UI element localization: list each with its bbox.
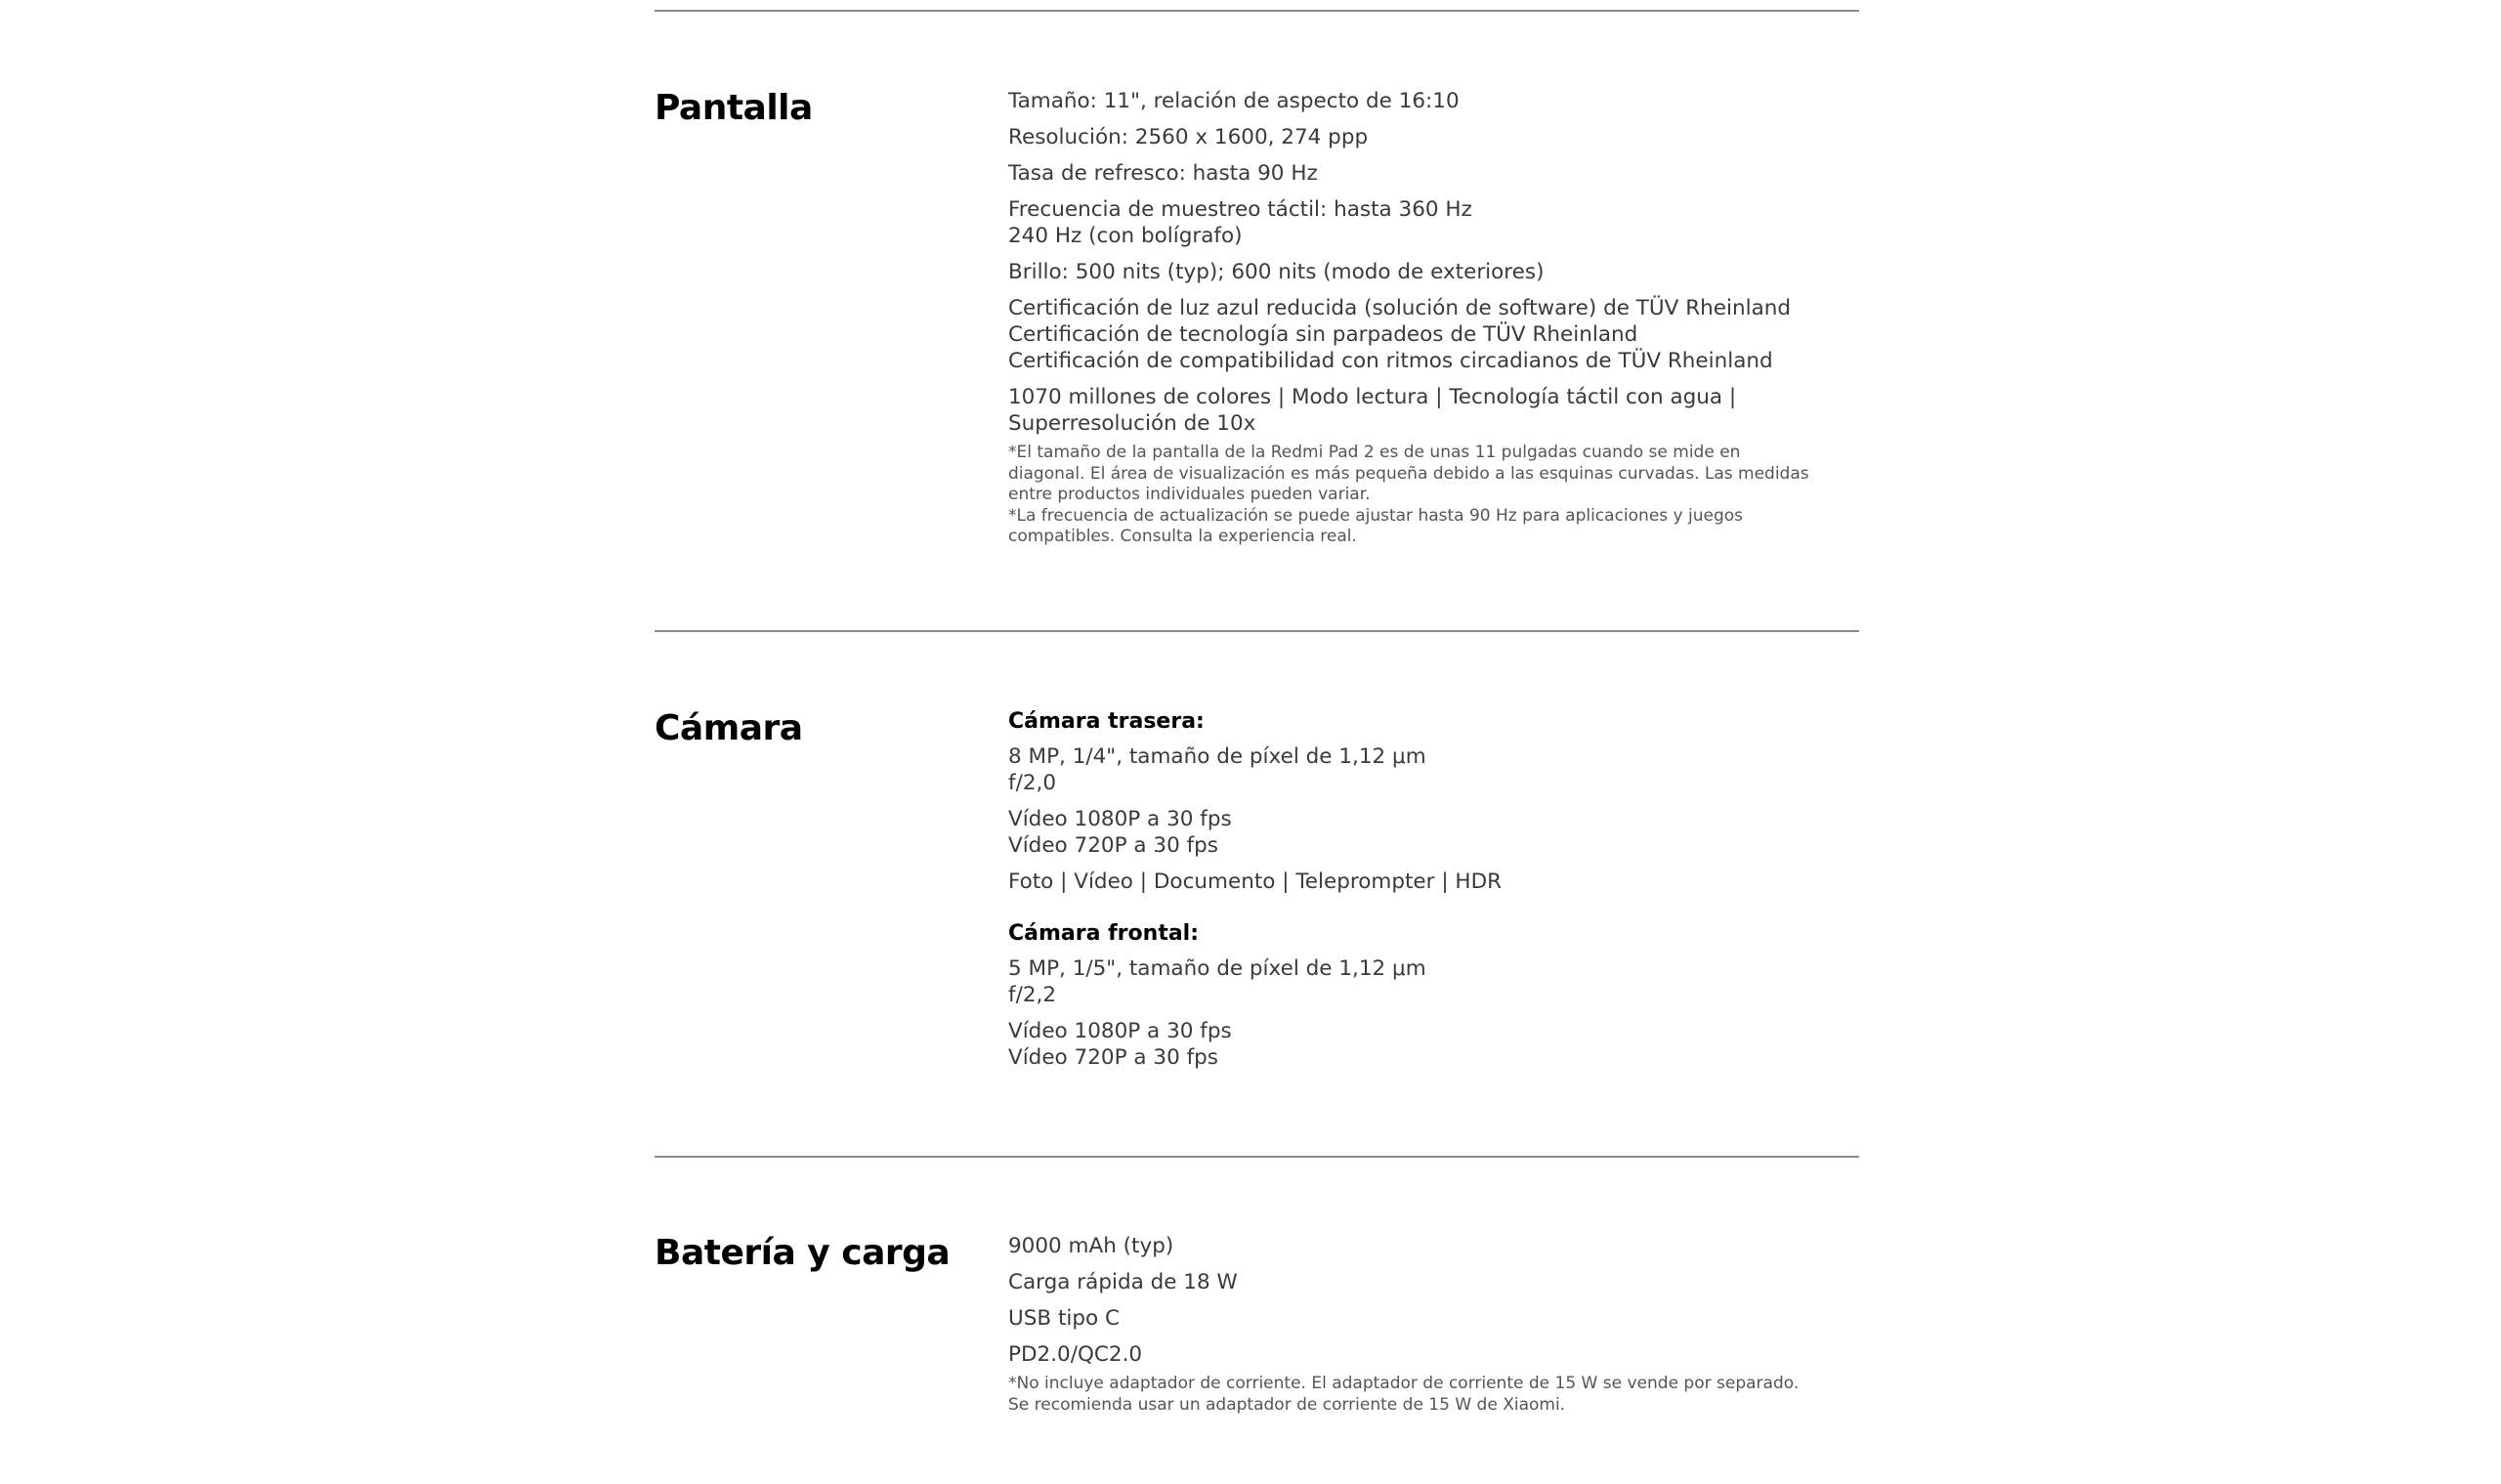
spec-line: Certificación de tecnología sin parpadeos de TÜV Rheinland [1008,322,1638,347]
spec-list-camara [1008,708,1819,1081]
section-divider [655,630,1859,632]
spec-line: Vídeo 720P a 30 fps [1008,833,1218,858]
spec-item [1008,743,1819,796]
spec-line: 240 Hz (con bolígrafo) [1008,224,1243,248]
spec-item [1008,806,1819,859]
spec-line: f/2,0 [1008,771,1057,795]
spec-item [1008,1233,1819,1259]
spec-line: Certificación de compatibilidad con ritmos circadianos de TÜV Rheinland [1008,349,1773,373]
section-divider [655,1156,1859,1158]
spec-item [1008,160,1819,187]
spec-line: Frecuencia de muestreo táctil: hasta 360 Hz [1008,197,1472,222]
footnote: *No incluye adaptador de corriente. El adaptador de corriente de 15 W se vende por separado. Se recomienda usar un adaptador de corriente de 15 W de Xiaomi. [1008,1374,1800,1415]
rear-camera-heading: Cámara trasera: [1008,709,1205,734]
spec-line: PD2.0/QC2.0 [1008,1342,1143,1367]
spec-item [1008,295,1819,374]
spec-line: Foto | Vídeo | Documento | Teleprompter | HDR [1008,869,1503,894]
spec-item [1008,1305,1819,1332]
spec-line: Certificación de luz azul reducida (solución de software) de TÜV Rheinland [1008,296,1792,320]
section-title-bateria: Batería y carga [655,1233,951,1273]
spec-line: Vídeo 720P a 30 fps [1008,1045,1218,1070]
spec-line: Resolución: 2560 x 1600, 274 ppp [1008,125,1369,149]
spec-line: Vídeo 1080P a 30 fps [1008,807,1232,831]
spec-line: f/2,2 [1008,983,1057,1007]
front-camera-heading: Cámara frontal: [1008,921,1200,946]
spacer [1008,905,1819,920]
spec-item [1008,259,1819,285]
spec-line: Superresolución de 10x [1008,411,1256,436]
spec-line: Vídeo 1080P a 30 fps [1008,1019,1232,1043]
spec-item [1008,88,1819,114]
spec-line: 1070 millones de colores | Modo lectura | Tecnología táctil con agua | [1008,385,1737,409]
spec-line: 8 MP, 1/4", tamaño de píxel de 1,12 μm [1008,744,1426,769]
spec-item [1008,384,1819,437]
footnote: *La frecuencia de actualización se puede ajustar hasta 90 Hz para aplicaciones y juegos compatibles. Consulta la experiencia real. [1008,505,1744,546]
spec-line: 5 MP, 1/5", tamaño de píxel de 1,12 μm [1008,956,1426,981]
spec-item [1008,955,1819,1008]
spec-list-pantalla [1008,88,1819,548]
spec-line: Brillo: 500 nits (typ); 600 nits (modo de exteriores) [1008,260,1545,284]
section-title-pantalla: Pantalla [655,88,813,128]
spec-line: Tamaño: 11", relación de aspecto de 16:10 [1008,89,1460,113]
spec-line: USB tipo C [1008,1306,1121,1331]
spec-list-bateria [1008,1233,1819,1416]
spec-item [1008,124,1819,150]
spec-line: 9000 mAh (typ) [1008,1234,1174,1258]
spec-item [1008,869,1819,895]
spec-item [1008,1269,1819,1295]
spec-item [1008,196,1819,249]
footnote: *El tamaño de la pantalla de la Redmi Pad 2 es de unas 11 pulgadas cuando se mide en diagonal. El área de visualización es más pequeña debido a las esquinas curvadas. Las medidas entre productos individuales pueden variar. [1008,443,1809,504]
section-divider [655,10,1859,12]
spec-item [1008,1018,1819,1071]
spec-line: Carga rápida de 18 W [1008,1270,1238,1294]
spec-line: Tasa de refresco: hasta 90 Hz [1008,161,1318,186]
spec-item [1008,1341,1819,1368]
section-title-camara: Cámara [655,708,803,748]
